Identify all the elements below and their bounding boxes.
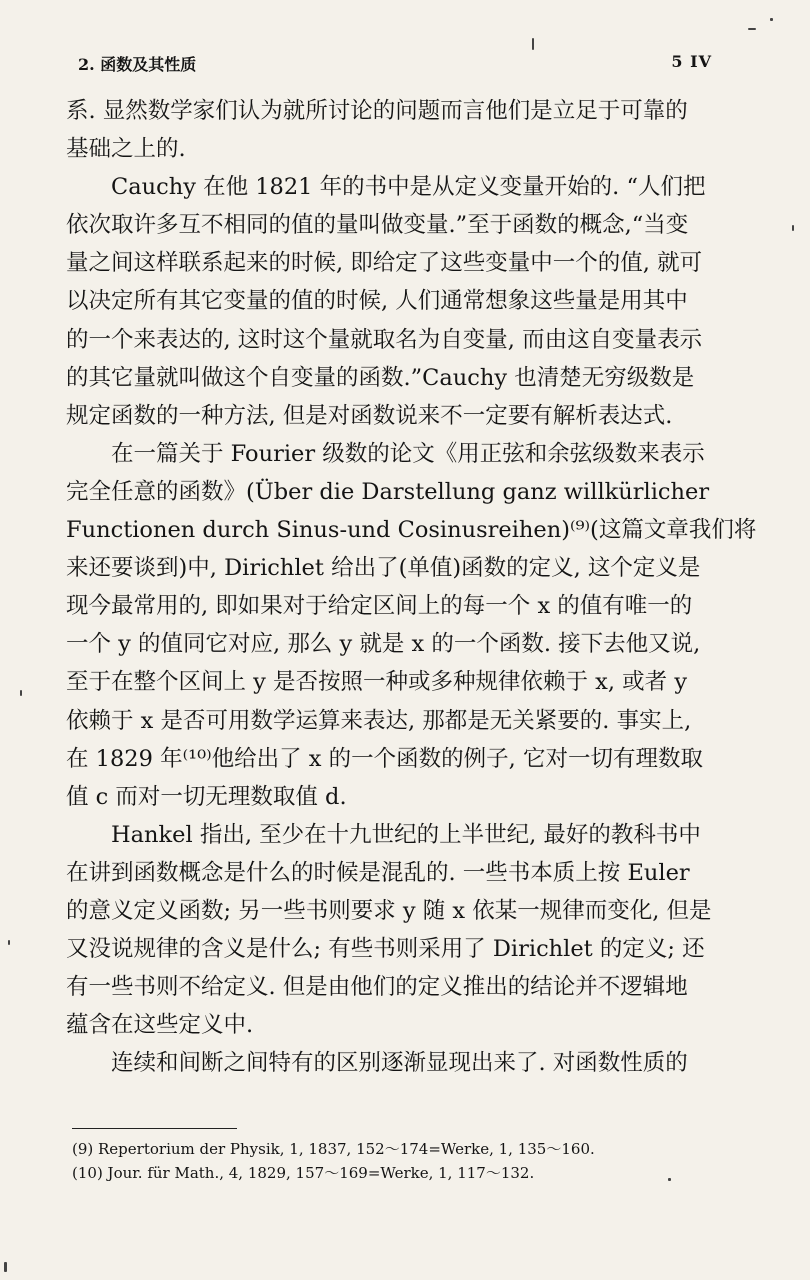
footnote: (9) Repertorium der Physik, 1, 1837, 152～174=Werke, 1, 135～160. [72,1140,595,1158]
text-line: 的一个来表达的, 这时这个量就取名为自变量, 而由这自变量表示 [66,326,703,353]
text-line: 在 1829 年⁽¹⁰⁾他给出了 x 的一个函数的例子, 它对一切有理数取 [66,745,703,772]
text-line: 值 c 而对一切无理数取值 d. [66,783,347,810]
section-title: 2. 函数及其性质 [78,55,197,74]
text-line: 系. 显然数学家们认为就所讨论的问题而言他们是立足于可靠的 [66,98,688,124]
text-line: 又没说规律的含义是什么; 有些书则采用了 Dirichlet 的定义; 还 [66,936,705,963]
running-header [78,52,712,82]
text-line: 来还要谈到)中, Dirichlet 给出了(单值)函数的定义, 这个定义是 [66,555,701,582]
footnote: (10) Jour. für Math., 4, 1829, 157～169=Werke, 1, 117～132. [72,1164,535,1182]
text-line: Functionen durch Sinus-und Cosinusreihen)⁽⁹⁾(这篇文章我们将 [66,517,757,544]
scan-speck [532,38,534,50]
footnotes [72,1128,732,1185]
text-line: 规定函数的一种方法, 但是对函数说来不一定要有解析表达式. [66,402,673,429]
scan-speck [8,940,10,945]
text-line: 在一篇关于 Fourier 级数的论文《用正弦和余弦级数来表示 [66,440,705,467]
text-line: 的意义定义函数; 另一些书则要求 y 随 x 依某一规律而变化, 但是 [66,897,712,924]
text-line: 有一些书则不给定义. 但是由他们的定义推出的结论并不逻辑地 [66,974,688,1001]
text-line: 连续和间断之间特有的区别逐渐显现出来了. 对函数性质的 [66,1050,688,1077]
text-line: 以决定所有其它变量的值的时候, 人们通常想象这些量是用其中 [66,288,688,315]
text-line: 在讲到函数概念是什么的时候是混乱的. 一些书本质上按 Euler [66,859,690,886]
text-line: 一个 y 的值同它对应, 那么 y 就是 x 的一个函数. 接下去他又说, [66,631,701,658]
scan-speck [792,225,794,231]
scan-speck [770,18,773,21]
body-text [66,92,757,1082]
text-line: 现今最常用的, 即如果对于给定区间上的每一个 x 的值有唯一的 [66,593,693,620]
text-line: 依赖于 x 是否可用数学运算来表达, 那都是无关紧要的. 事实上, [66,707,692,734]
page-number: 5 IV [671,52,712,71]
text-line: 基础之上的. [66,136,186,163]
text-line: 蕴含在这些定义中. [66,1012,254,1039]
scan-speck [20,690,22,696]
scan-speck [668,1178,671,1181]
text-line: Cauchy 在他 1821 年的书中是从定义变量开始的. “人们把 [66,174,706,201]
text-line: 的其它量就叫做这个自变量的函数.”Cauchy 也清楚无穷级数是 [66,364,695,391]
text-line: 量之间这样联系起来的时候, 即给定了这些变量中一个的值, 就可 [66,250,703,277]
scan-speck [748,28,756,30]
text-line: 完全任意的函数》(Über die Darstellung ganz willkürlicher [66,478,710,505]
footnote-divider [72,1128,237,1129]
text-line: Hankel 指出, 至少在十九世纪的上半世纪, 最好的教科书中 [66,821,701,848]
text-line: 至于在整个区间上 y 是否按照一种或多种规律依赖于 x, 或者 y [66,669,688,696]
scan-speck [4,1262,7,1272]
text-line: 依次取许多互不相同的值的量叫做变量.”至于函数的概念,“当变 [66,212,689,239]
